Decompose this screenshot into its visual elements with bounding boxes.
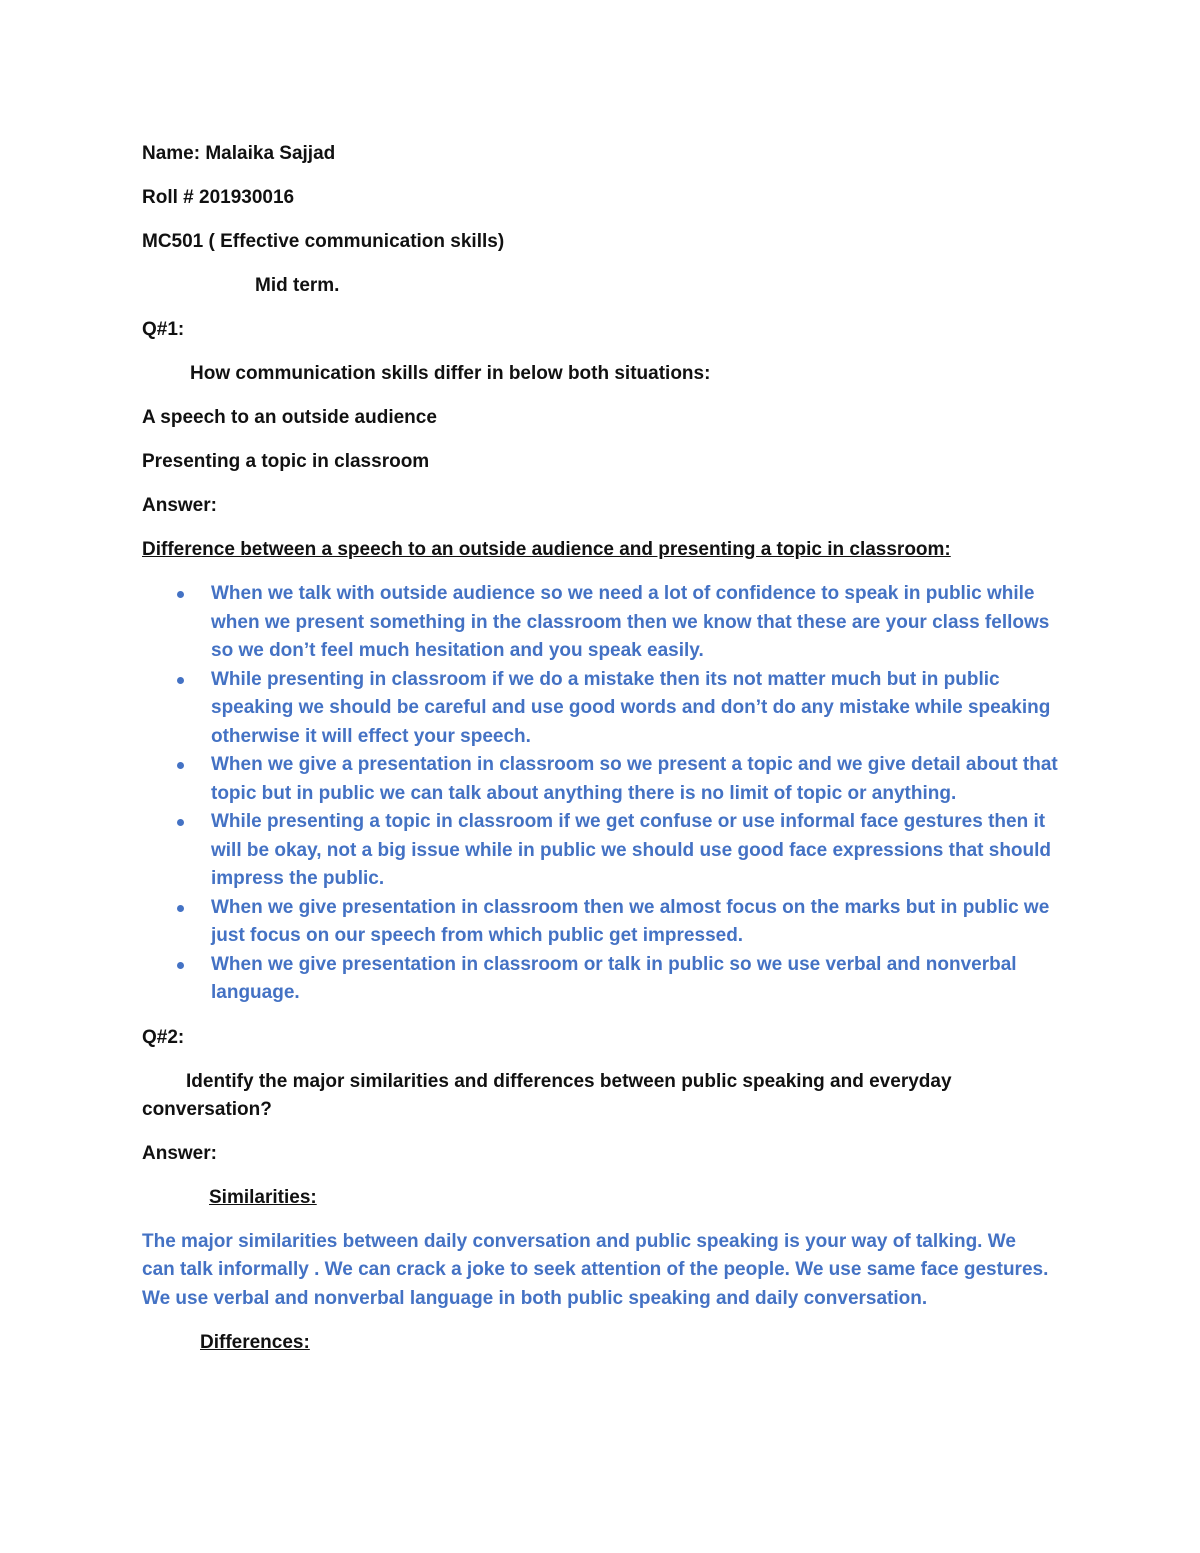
q2-label: Q#2: <box>142 1026 185 1048</box>
course-title: MC501 ( Effective communication skills) <box>142 231 505 252</box>
differences-heading: Differences: <box>200 1332 310 1353</box>
bullet-icon <box>177 591 184 598</box>
bullet-icon <box>177 762 184 769</box>
q1-answer-heading: Difference between a speech to an outside audience and presenting a topic in classroom: <box>142 539 951 560</box>
bullet-icon <box>177 905 184 912</box>
q1-option-b: Presenting a topic in classroom <box>142 451 430 472</box>
bullet-icon <box>177 677 184 684</box>
bullet-icon <box>177 819 184 826</box>
q2-question: Identify the major similarities and differences between public speaking and everyday conversation? <box>142 1070 952 1120</box>
q1-option-a: A speech to an outside audience <box>142 407 437 428</box>
q1-question: How communication skills differ in below both situations: <box>190 363 711 384</box>
similarities-heading: Similarities: <box>209 1186 317 1208</box>
similarities-text: The major similarities between daily conversation and public speaking is your way of talking. We can talk informally . We can crack a joke to seek attention of the people. We use same face gestures. We use verbal and nonverbal language in both public speaking and daily conversation. <box>142 1230 1049 1309</box>
roll-number: Roll # 201930016 <box>142 187 295 208</box>
list-item: When we give a presentation in classroom so we present a topic and we give detail about that topic but in public we can talk about anything there is no limit of topic or anything. <box>177 751 1070 808</box>
list-item: When we give presentation in classroom or talk in public so we use verbal and nonverbal language. <box>177 951 1070 1008</box>
q1-label: Q#1: <box>142 319 185 340</box>
exam-title: Mid term. <box>255 275 340 296</box>
list-item: While presenting in classroom if we do a mistake then its not matter much but in public speaking we should be careful and use good words and don’t do any mistake while speaking otherwise it will effect your speech. <box>177 666 1070 752</box>
list-item: When we give presentation in classroom then we almost focus on the marks but in public we just focus on our speech from which public get impressed. <box>177 894 1070 951</box>
q1-answer-label: Answer: <box>142 495 217 516</box>
student-name: Name: Malaika Sajjad <box>142 143 336 164</box>
list-item: When we talk with outside audience so we need a lot of confidence to speak in public while when we present something in the classroom then we know that these are your class fellows so we don’t feel much hesitation and you speak easily. <box>177 580 1070 666</box>
bullet-icon <box>177 962 184 969</box>
q1-answer-list <box>142 580 1070 1008</box>
q2-answer-label: Answer: <box>142 1142 217 1164</box>
list-item: While presenting a topic in classroom if we get confuse or use informal face gestures then it will be okay, not a big issue while in public we should use good face expressions that should impress the public. <box>177 808 1070 894</box>
